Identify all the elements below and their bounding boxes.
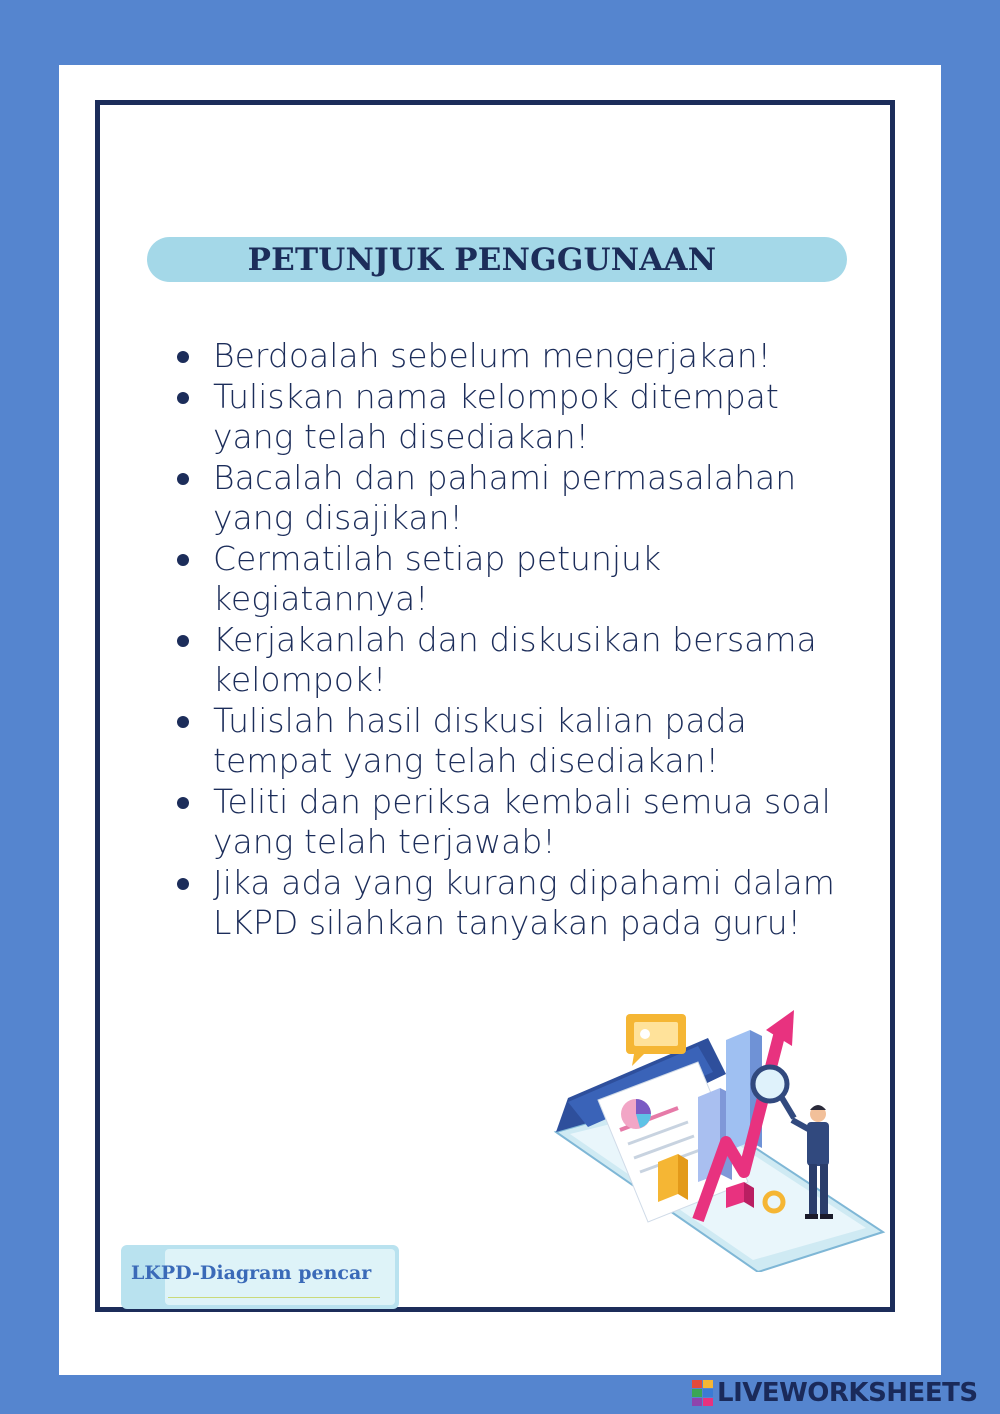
bullet-icon [177,878,189,890]
page-title: PETUNJUK PENGGUNAAN [247,241,717,278]
list-item [213,377,863,458]
instruction-text: Bacalah dan pahami permasalahan yang disajikan! [213,457,797,537]
footer-label-underline [168,1297,380,1298]
list-item [213,782,863,863]
title-banner [147,237,847,282]
bullet-icon [177,797,189,809]
data-analysis-illustration [548,1002,888,1272]
bar-chart-bar [658,1154,678,1202]
list-item [213,701,863,782]
instruction-text: Teliti dan periksa kembali semua soal yang telah terjawab! [213,781,831,861]
list-item [213,620,863,701]
instruction-text: Kerjakanlah dan diskusikan bersama kelompok! [213,619,817,699]
list-item [213,458,863,539]
watermark [692,1378,978,1408]
bullet-icon [177,473,189,485]
instruction-text: Berdoalah sebelum mengerjakan! [213,336,771,375]
bar-chart-bar [726,1030,750,1152]
list-item [213,539,863,620]
bullet-icon [177,351,189,363]
instruction-text: Cermatilah setiap petunjuk kegiatannya! [213,538,662,618]
list-item [213,336,863,377]
instruction-text: Jika ada yang kurang dipahami dalam LKPD silahkan tanyakan pada guru! [213,862,835,942]
watermark-text: LIVEWORKSHEETS [717,1378,978,1408]
liveworksheets-logo-icon [692,1380,714,1406]
instruction-text: Tulislah hasil diskusi kalian pada tempat yang telah disediakan! [213,700,747,780]
bullet-icon [177,635,189,647]
bullet-icon [177,554,189,566]
instruction-text: Tuliskan nama kelompok ditempat yang telah disediakan! [213,376,779,456]
list-item [213,863,863,944]
magnifier-icon [753,1067,787,1101]
bullet-icon [177,392,189,404]
instruction-list [213,336,863,944]
footer-label: LKPD-Diagram pencar [131,1262,372,1284]
bullet-icon [177,716,189,728]
